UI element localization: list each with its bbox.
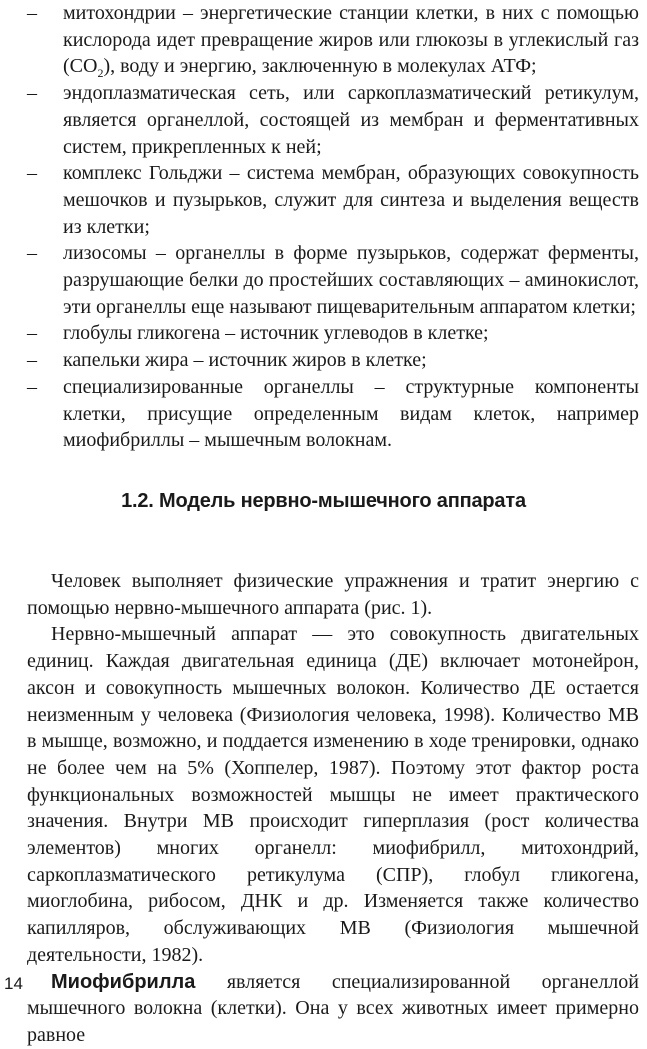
organelle-list xyxy=(27,0,639,454)
list-item xyxy=(27,374,639,454)
list-dash: – xyxy=(27,322,37,345)
list-item-text: специализированные органеллы – структурные компоненты клетки, присущие определенным видам клеток, например миофибриллы – мышечным волокнам. xyxy=(63,375,639,452)
body-text xyxy=(27,568,639,1049)
list-dash: – xyxy=(27,82,37,105)
paragraph: Человек выполняет физические упражнения и тратит энергию с помощью нервно-мышечного аппарата (рис. 1). xyxy=(27,570,639,619)
list-item xyxy=(27,0,639,80)
list-item-text: ), воду и энергию, заключенную в молекулах АТФ; xyxy=(103,55,537,78)
paragraph: Нервно-мышечный аппарат — это совокупность двигательных единиц. Каждая двигательная единица (ДЕ) включает мотонейрон, аксон и совокупность мышечных волокон. Количество ДЕ остается неизменным у человека (Физиология человека, 1998). Количество МВ в мышце, возможно, и поддается изменению в ходе тренировки, однако не более чем на 5% (Хоппелер, 1987). Поэтому этот фактор роста функциональных возможностей мышцы не имеет практического значения. Внутри МВ происходит гиперплазия (рост количества элементов) многих органелл: миофибрилл, митохондрий, саркоплазматического ретикулума (СПР), глобул гликогена, миоглобина, рибосом, ДНК и др. Изменяется также количество капилляров, обслуживающих МВ (Физиология мышечной деятельности, 1982). xyxy=(27,623,639,966)
page-number: 14 xyxy=(4,974,23,993)
list-dash: – xyxy=(27,162,37,185)
list-dash: – xyxy=(27,242,37,265)
list-item-text: эндоплазматическая сеть, или саркоплазматический ретикулум, является органеллой, состоящей из мембран и ферментативных систем, прикрепленных к ней; xyxy=(63,82,639,158)
list-item-text: капельки жира – источник жиров в клетке; xyxy=(63,349,427,372)
list-item-text: комплекс Гольджи – система мембран, образующих совокупность мешочков и пузырьков, служит для синтеза и выделения веществ из клетки; xyxy=(63,162,639,238)
list-item xyxy=(27,160,639,240)
list-dash: – xyxy=(27,2,37,24)
list-item-text: митохондрии – энергетические станции клетки, в них с помощью кислорода идет превращение жиров или глюкозы в углекислый газ (CO xyxy=(63,2,639,78)
subscript: 2 xyxy=(97,66,104,81)
list-dash: – xyxy=(27,349,37,372)
list-item xyxy=(27,347,639,374)
paragraph xyxy=(27,969,639,1049)
list-item-text: лизосомы – органеллы в форме пузырьков, содержат ферменты, разрушающие белки до простейших составляющих – аминокислот, эти органеллы еще называют пищеварительным аппаратом клетки; xyxy=(63,242,639,318)
list-item-text: глобулы гликогена – источник углеводов в клетке; xyxy=(63,322,489,345)
section-heading: 1.2. Модель нервно-мышечного аппарата xyxy=(121,490,526,512)
list-item xyxy=(27,240,639,320)
list-item xyxy=(27,320,639,347)
list-item xyxy=(27,80,639,160)
bold-term: Миофибрилла xyxy=(51,970,196,993)
paragraph-text: является специализированной органеллой мышечного волокна (клетки). Она у всех животных имеет примерно равное xyxy=(27,970,639,1046)
list-dash: – xyxy=(27,375,37,398)
